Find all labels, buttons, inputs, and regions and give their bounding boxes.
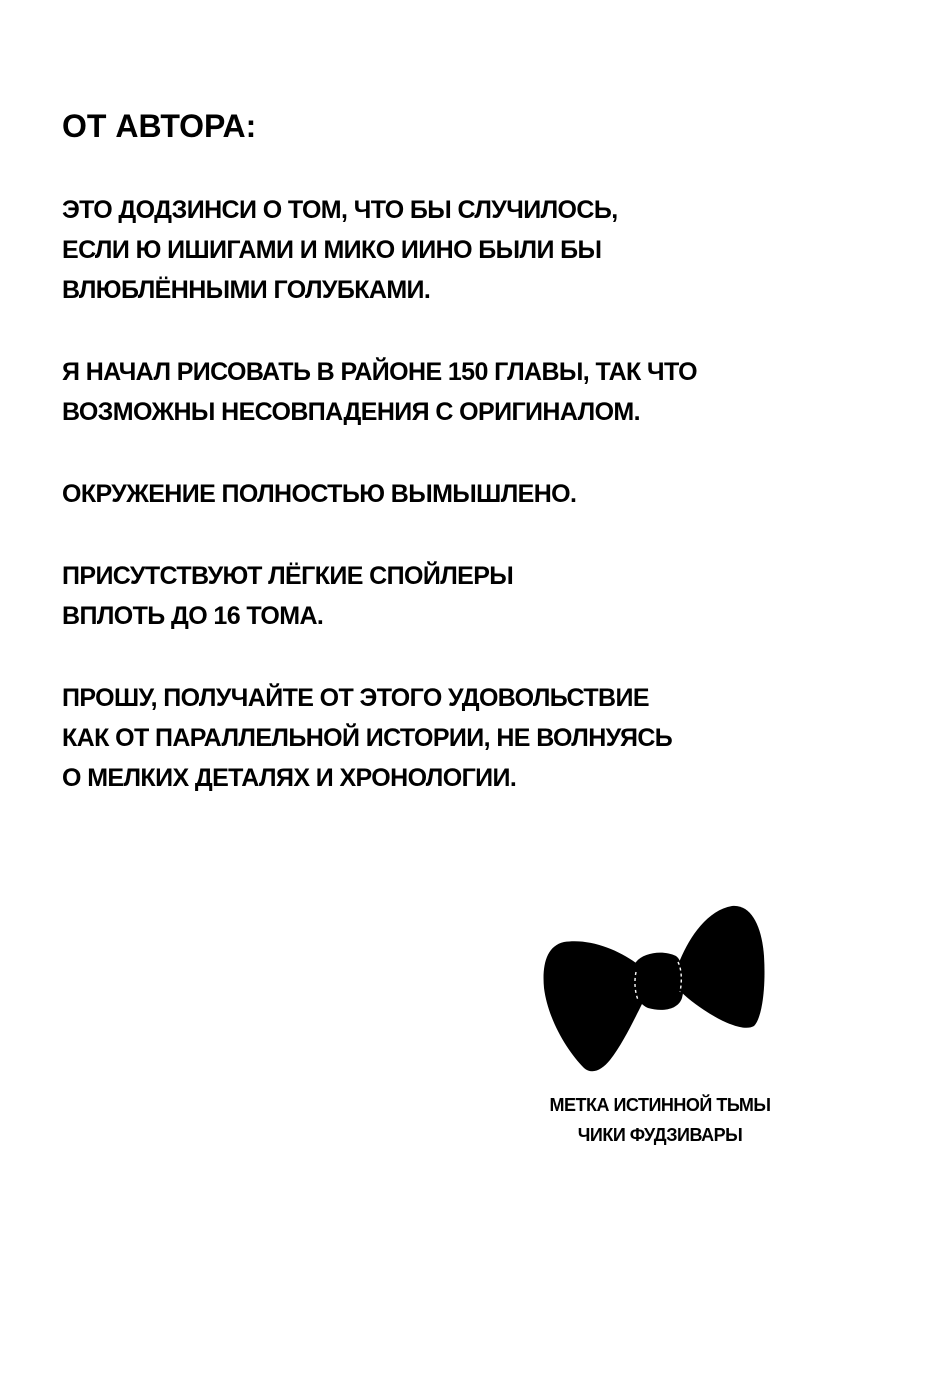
text-line: ВЛЮБЛЁННЫМИ ГОЛУБКАМИ. xyxy=(62,276,431,304)
text-line: ЕСЛИ Ю ИШИГАМИ И МИКО ИИНО БЫЛИ БЫ xyxy=(62,236,602,264)
paragraph xyxy=(62,474,822,514)
text-line: ПРИСУТСТВУЮТ ЛЁГКИЕ СПОЙЛЕРЫ xyxy=(62,562,514,590)
page-title: ОТ АВТОРА: xyxy=(62,108,257,144)
text-line: ЭТО ДОДЗИНСИ О ТОМ, ЧТО БЫ СЛУЧИЛОСЬ, xyxy=(62,196,618,224)
paragraph xyxy=(62,190,822,310)
text-line: КАК ОТ ПАРАЛЛЕЛЬНОЙ ИСТОРИИ, НЕ ВОЛНУЯСЬ xyxy=(62,724,673,752)
emblem-caption xyxy=(500,1090,820,1150)
paragraph xyxy=(62,678,822,798)
bow-tie-icon xyxy=(540,900,770,1075)
text-line: ВПЛОТЬ ДО 16 ТОМА. xyxy=(62,602,324,630)
text-line: О МЕЛКИХ ДЕТАЛЯХ И ХРОНОЛОГИИ. xyxy=(62,764,517,792)
caption-line: МЕТКА ИСТИННОЙ ТЬМЫ xyxy=(549,1095,771,1115)
author-note xyxy=(62,190,822,840)
text-line: Я НАЧАЛ РИСОВАТЬ В РАЙОНЕ 150 ГЛАВЫ, ТАК ЧТО xyxy=(62,358,697,386)
bow-left-wing xyxy=(544,941,642,1071)
paragraph xyxy=(62,556,822,636)
bow-right-wing xyxy=(676,906,765,1028)
text-line: ВОЗМОЖНЫ НЕСОВПАДЕНИЯ С ОРИГИНАЛОМ. xyxy=(62,398,640,426)
text-line: ПРОШУ, ПОЛУЧАЙТЕ ОТ ЭТОГО УДОВОЛЬСТВИЕ xyxy=(62,684,649,712)
caption-line: ЧИКИ ФУДЗИВАРЫ xyxy=(577,1125,743,1145)
text-line: ОКРУЖЕНИЕ ПОЛНОСТЬЮ ВЫМЫШЛЕНО. xyxy=(62,480,577,508)
bow-knot xyxy=(632,953,684,1010)
paragraph xyxy=(62,352,822,432)
